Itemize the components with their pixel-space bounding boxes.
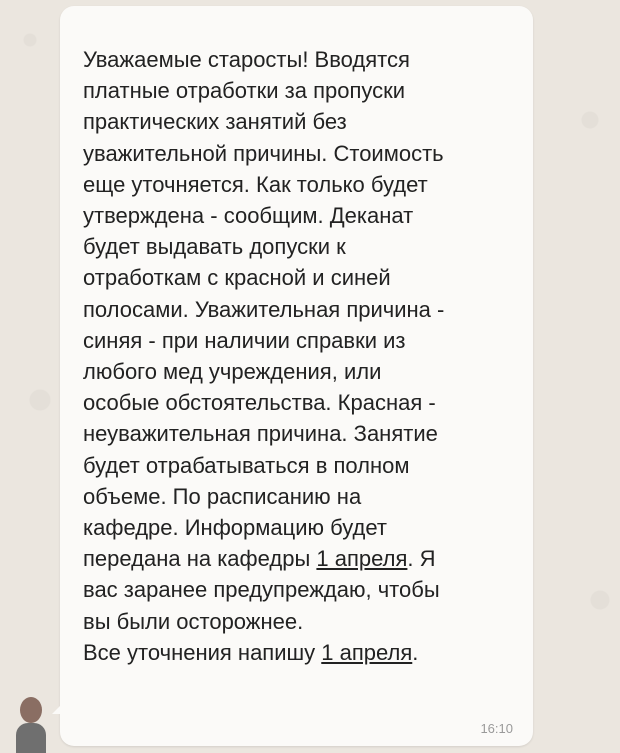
message-line: будет выдавать допуски к	[83, 234, 346, 260]
message-text	[83, 44, 513, 668]
message-line: кафедре. Информацию будет	[83, 515, 387, 541]
message-line: утверждена - сообщим. Деканат	[83, 203, 414, 229]
message-line: полосами. Уважительная причина -	[83, 296, 445, 322]
message-line: практических занятий без	[83, 109, 347, 135]
date-link[interactable]: 1 апреля	[316, 546, 408, 572]
message-bubble[interactable]	[60, 6, 533, 746]
message-line: вы были осторожнее.	[83, 608, 304, 634]
line-text: . Я	[407, 546, 436, 572]
message-line: будет отрабатываться в полном	[83, 452, 410, 478]
line-text: Все уточнения напишу	[83, 639, 322, 665]
message-line: вас заранее предупреждаю, чтобы	[83, 577, 440, 603]
message-line	[83, 543, 513, 574]
avatar-head	[20, 697, 42, 723]
user-avatar-icon[interactable]	[14, 693, 48, 753]
line-text: передана на кафедры	[83, 546, 317, 572]
bubble-tail	[52, 700, 66, 714]
message-line: особые обстоятельства. Красная -	[83, 390, 436, 416]
message-line: объеме. По расписанию на	[83, 483, 362, 509]
date-link[interactable]: 1 апреля	[321, 639, 413, 665]
message-line	[83, 637, 513, 668]
message-line: уважительной причины. Стоимость	[83, 140, 444, 166]
message-line: еще уточняется. Как только будет	[83, 171, 428, 197]
message-timestamp: 16:10	[480, 721, 513, 736]
line-text: .	[412, 639, 419, 665]
message-line: неуважительная причина. Занятие	[83, 421, 438, 447]
message-line: синяя - при наличии справки из	[83, 327, 406, 353]
message-line: любого мед учреждения, или	[83, 359, 382, 385]
message-line: платные отработки за пропуски	[83, 78, 406, 104]
avatar-body	[16, 723, 46, 753]
message-line: Уважаемые старосты! Вводятся	[83, 47, 410, 72]
message-line: отработкам с красной и синей	[83, 265, 391, 291]
